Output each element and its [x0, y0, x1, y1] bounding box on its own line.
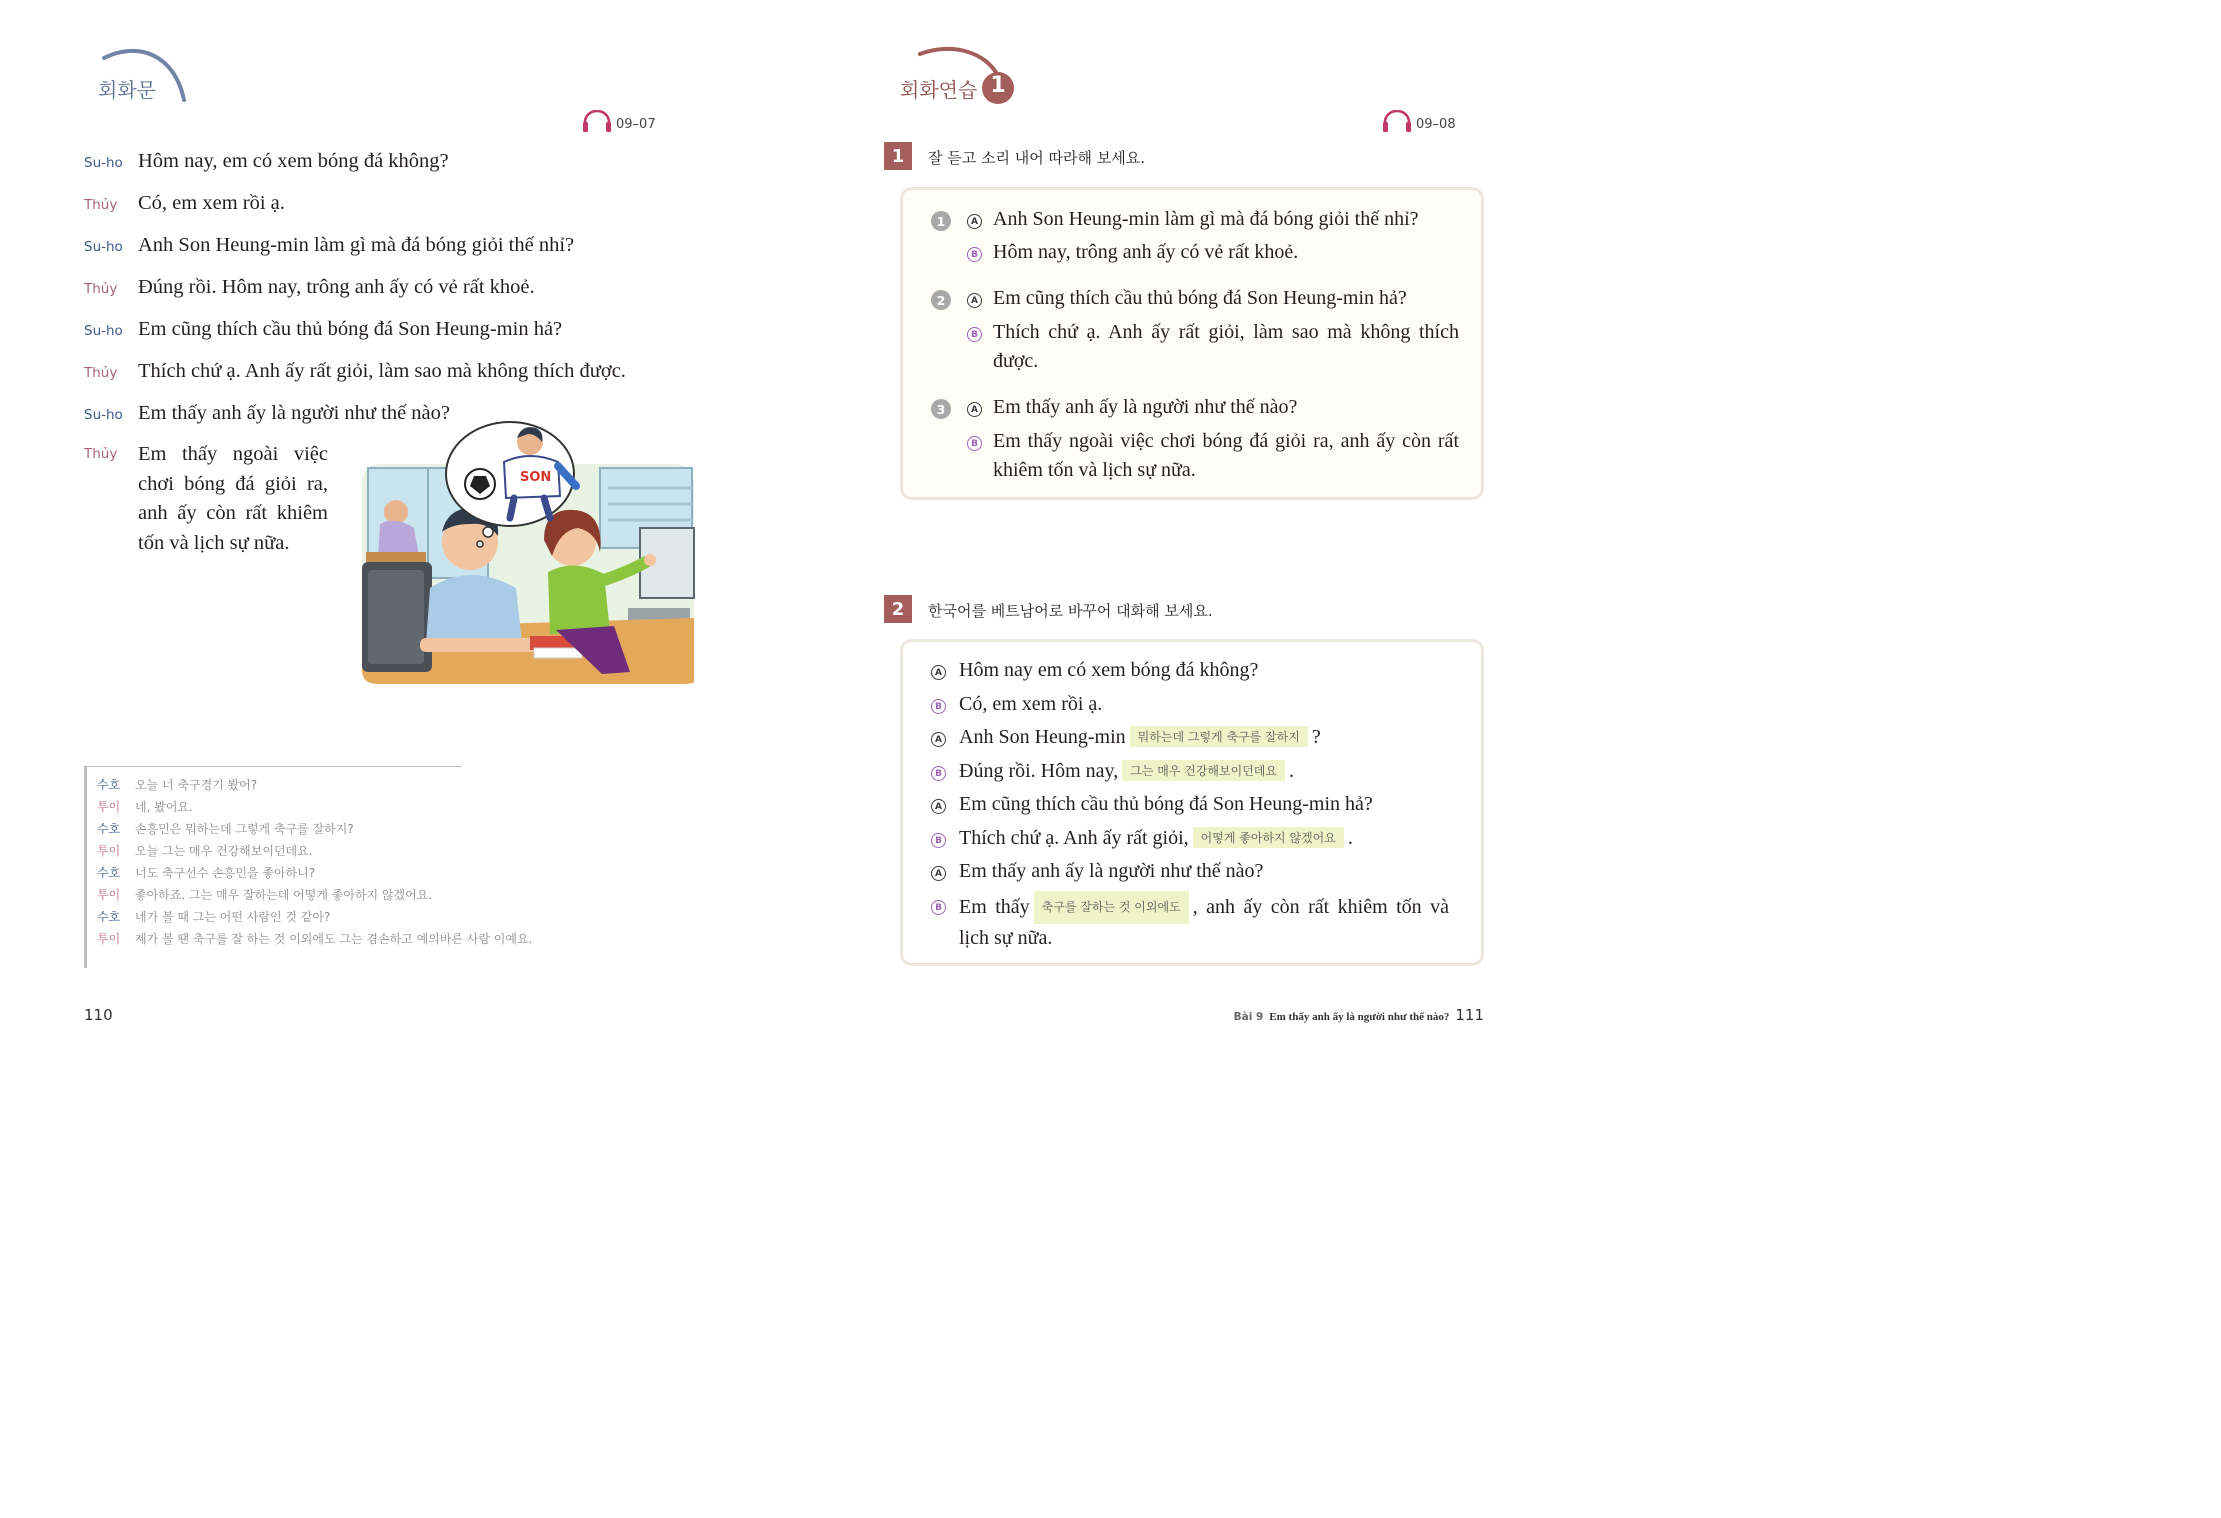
- practice-line-a: Em thấy anh ấy là người như thế nào?: [993, 396, 1298, 418]
- translation-line: [97, 776, 257, 793]
- speaker-label: 수호: [97, 778, 121, 792]
- conversation-line: [959, 827, 1353, 850]
- item-number: 2: [931, 290, 951, 310]
- practice-line-a: Anh Son Heung-min làm gì mà đá bóng giỏi thế nhỉ?: [993, 208, 1419, 230]
- fill-in-blank: 축구를 잘하는 것 이외에도: [1034, 891, 1189, 924]
- practice-box-2: [900, 639, 1484, 966]
- speaker-b-icon: B: [967, 436, 982, 451]
- fill-in-blank: 어떻게 좋아하지 않겠어요: [1193, 827, 1344, 848]
- practice-box-1: [900, 187, 1484, 500]
- practice-line-a: Em cũng thích cầu thủ bóng đá Son Heung-min hả?: [993, 287, 1407, 309]
- translation-line: [97, 842, 313, 859]
- audio-track-number: 09–08: [1416, 117, 1456, 132]
- practice-line-b: Em thấy ngoài việc chơi bóng đá giỏi ra, anh ấy còn rất khiêm tốn và lịch sự nữa.: [993, 430, 1459, 481]
- right-section-header: [898, 46, 1028, 106]
- dialogue-text: Anh Son Heung-min làm gì mà đá bóng giỏi thế nhỉ?: [138, 234, 575, 256]
- dialogue-line: [84, 318, 562, 341]
- translation-line: [97, 930, 532, 947]
- line-text: ?: [1311, 726, 1321, 748]
- page-number-right: 111: [1455, 1006, 1484, 1024]
- speaker-b-icon: B: [931, 900, 946, 915]
- speaker-label: Thủy: [84, 365, 118, 381]
- speaker-b-icon: B: [967, 247, 982, 262]
- line-text: .: [1347, 827, 1353, 849]
- line-text: Em thấy: [959, 896, 1030, 918]
- speaker-b-icon: B: [931, 833, 946, 848]
- section-number: 1: [990, 73, 1006, 98]
- dialogue-line: [84, 234, 574, 257]
- page-number-left: 110: [84, 1006, 113, 1024]
- lesson-label: Bài 9: [1233, 1011, 1264, 1023]
- speaker-label: 수호: [97, 822, 121, 836]
- line-text: , anh ấy còn rất khiêm tốn và lịch sự nữa.: [959, 896, 1449, 949]
- item-number: 3: [931, 399, 951, 419]
- speaker-a-icon: A: [967, 293, 982, 308]
- speaker-label: Thủy: [84, 446, 118, 462]
- translation-text: 제가 볼 땐 축구를 잘 하는 것 이외에도 그는 겸손하고 예의바른 사람 이예요.: [135, 932, 533, 946]
- conversation-line: [959, 760, 1294, 783]
- conversation-line: [959, 726, 1321, 749]
- speaker-b-icon: B: [931, 766, 946, 781]
- speaker-a-icon: A: [967, 214, 982, 229]
- speaker-a-icon: A: [931, 866, 946, 881]
- speaker-b-icon: B: [967, 327, 982, 342]
- speaker-b-icon: B: [931, 699, 946, 714]
- dialogue-text: Thích chứ ạ. Anh ấy rất giỏi, làm sao mà không thích được.: [138, 360, 626, 382]
- translation-text: 오늘 그는 매우 건강해보이던데요.: [135, 844, 313, 858]
- speaker-label: Su-ho: [84, 407, 123, 423]
- conversation-line: Em cũng thích cầu thủ bóng đá Son Heung-min hả?: [959, 793, 1373, 815]
- task-instruction: 잘 듣고 소리 내어 따라해 보세요.: [928, 149, 1145, 167]
- speaker-a-icon: A: [967, 402, 982, 417]
- dialogue-text: Em cũng thích cầu thủ bóng đá Son Heung-min hả?: [138, 318, 563, 340]
- speaker-label: Su-ho: [84, 323, 123, 339]
- task-number: 1: [884, 142, 912, 170]
- conversation-line: Có, em xem rồi ạ.: [959, 693, 1103, 715]
- left-section-header: [96, 46, 196, 106]
- translation-line: [97, 864, 315, 881]
- speaker-label: 투이: [97, 844, 121, 858]
- translation-text: 손흥민은 뭐하는데 그렇게 축구를 잘하지?: [135, 822, 354, 836]
- fill-in-blank: 그는 매우 건강해보이던데요: [1122, 760, 1285, 781]
- speaker-label: 수호: [97, 866, 121, 880]
- speaker-a-icon: A: [931, 732, 946, 747]
- task-instruction: 한국어를 베트남어로 바꾸어 대화해 보세요.: [928, 602, 1213, 620]
- jersey-text: SON: [520, 470, 552, 485]
- task-number: 2: [884, 595, 912, 623]
- dialogue-line: [84, 192, 285, 215]
- audio-track-left[interactable]: [582, 110, 656, 132]
- line-text: .: [1288, 760, 1294, 782]
- dialogue-line: [84, 150, 449, 173]
- office-illustration: [338, 412, 710, 700]
- dialogue-line: [84, 440, 328, 558]
- conversation-line: Hôm nay em có xem bóng đá không?: [959, 659, 1259, 681]
- translation-line: [97, 886, 432, 903]
- translation-text: 네, 봤어요.: [135, 800, 193, 814]
- page-footer: [1234, 1006, 1484, 1024]
- speaker-label: Thủy: [84, 197, 118, 213]
- dialogue-text: Em thấy anh ấy là người như thế nào?: [138, 402, 451, 424]
- fill-in-blank: 뭐하는데 그렇게 축구를 잘하지: [1130, 726, 1308, 747]
- speaker-label: Su-ho: [84, 239, 123, 255]
- speaker-a-icon: A: [931, 799, 946, 814]
- conversation-line: Em thấy anh ấy là người như thế nào?: [959, 860, 1264, 882]
- audio-track-right[interactable]: [1382, 110, 1456, 132]
- dialogue-text: Đúng rồi. Hôm nay, trông anh ấy có vẻ rất khoẻ.: [138, 276, 535, 298]
- line-text: Thích chứ ạ. Anh ấy rất giỏi,: [959, 827, 1189, 849]
- translation-text: 네가 볼 때 그는 어떤 사람인 것 같아?: [135, 910, 331, 924]
- practice-line-b: Thích chứ ạ. Anh ấy rất giỏi, làm sao mà không thích được.: [993, 321, 1459, 372]
- section-title: 회화연습: [900, 78, 978, 102]
- speaker-label: Thủy: [84, 281, 118, 297]
- headphones-icon: [582, 110, 612, 132]
- headphones-icon: [1382, 110, 1412, 132]
- speaker-label: 투이: [97, 888, 121, 902]
- line-text: Đúng rồi. Hôm nay,: [959, 760, 1119, 782]
- section-title: 회화문: [98, 78, 156, 102]
- korean-translation-box: [84, 766, 533, 968]
- conversation-line: [959, 891, 1449, 953]
- speaker-label: 수호: [97, 910, 121, 924]
- dialogue-text: Em thấy ngoài việc chơi bóng đá giỏi ra, anh ấy còn rất khiêm tốn và lịch sự nữa.: [138, 443, 328, 554]
- translation-text: 오늘 너 축구경기 봤어?: [135, 778, 258, 792]
- translation-line: [97, 798, 193, 815]
- speaker-a-icon: A: [931, 665, 946, 680]
- line-text: Anh Son Heung-min: [959, 726, 1126, 748]
- translation-text: 너도 축구선수 손흥민을 좋아하니?: [135, 866, 316, 880]
- dialogue-line: [84, 276, 535, 299]
- item-number: 1: [931, 211, 951, 231]
- speaker-label: 투이: [97, 932, 121, 946]
- audio-track-number: 09–07: [616, 117, 656, 132]
- speaker-label: Su-ho: [84, 155, 123, 171]
- practice-line-b: Hôm nay, trông anh ấy có vẻ rất khoẻ.: [993, 241, 1299, 263]
- translation-line: [97, 820, 354, 837]
- lesson-title: Em thấy anh ấy là người như thế nào?: [1269, 1011, 1450, 1023]
- dialogue-text: Có, em xem rồi ạ.: [138, 192, 285, 214]
- dialogue-text: Hôm nay, em có xem bóng đá không?: [138, 150, 449, 172]
- dialogue-line: [84, 360, 626, 383]
- translation-line: [97, 908, 330, 925]
- speaker-label: 투이: [97, 800, 121, 814]
- translation-text: 좋아하죠. 그는 매우 잘하는데 어떻게 좋아하지 않겠어요.: [135, 888, 433, 902]
